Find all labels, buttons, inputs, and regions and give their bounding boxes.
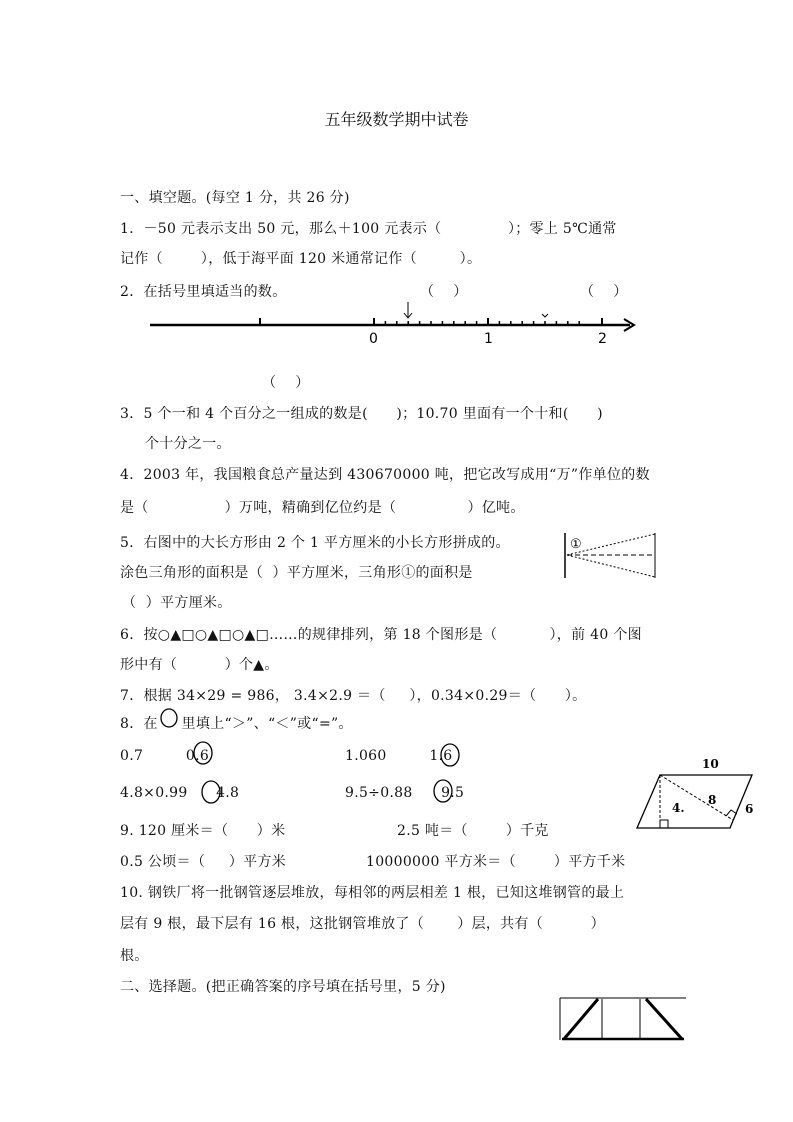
text-line: 7．根据 34×29 = 986， 3.4×2.9 ＝（ ），0.34×0.29＝（ ）。 — [120, 688, 587, 704]
fig5-rectangle — [565, 533, 655, 578]
trapezoid-figure — [560, 998, 686, 1040]
text-line: 是（ ）万吨，精确到亿位约是（ ）亿吨。 — [120, 500, 525, 516]
text-line: 形中有（ ）个▲。 — [120, 657, 279, 673]
tick-label-2: 2 — [598, 331, 607, 347]
tick-label-1: 1 — [484, 331, 493, 347]
text-line: 5．右图中的大长方形由 2 个 1 平方厘米的小长方形拼成的。 — [120, 535, 510, 551]
text-line: 3．5 个一和 4 个百分之一组成的数是( )；10.70 里面有一个十和( ) — [120, 406, 603, 422]
text-line: 10. 钢铁厂将一批钢管逐层堆放，每相邻的两层相差 1 根，已知这堆钢管的最上 — [120, 885, 625, 901]
text-line: 0.5 公顷＝（ ）平方米 — [120, 854, 287, 870]
text-line: 2．在括号里填适当的数。 — [120, 284, 287, 300]
text-line: 8．在 里填上“＞”、“＜”或“=”。 — [120, 716, 353, 732]
text-line: （ ） — [420, 284, 468, 300]
text-line: 一、填空题。(每空 1 分，共 26 分) — [120, 190, 350, 206]
text-line: 1.060 1.6 — [345, 748, 453, 764]
page-title: 五年级数学期中试卷 — [324, 110, 469, 129]
compare-circles — [161, 709, 459, 803]
label-8: 8 — [708, 793, 717, 807]
number-line — [150, 302, 634, 347]
text-line: （ ） — [580, 284, 628, 300]
text-line: （ ）平方厘米。 — [122, 595, 232, 611]
text-line: 10000000 平方米＝（ ）平方千米 — [366, 854, 626, 870]
text-line: 0.7 0.6 — [120, 748, 210, 764]
text-line: 4．2003 年，我国粮食总产量达到 430670000 吨，把它改写成用“万”作单位的数 — [120, 467, 650, 483]
text-line: 9.5÷0.88 9.5 — [345, 785, 465, 801]
label-10: 10 — [702, 757, 719, 771]
text-line: 二、选择题。(把正确答案的序号填在括号里，5 分) — [120, 979, 446, 995]
v-marker — [542, 314, 548, 317]
text-line: 1．－50 元表示支出 50 元，那么＋100 元表示（ ）；零上 5℃通常 — [120, 221, 617, 237]
triangle-1-label: ① — [570, 537, 582, 552]
label-6: 6 — [745, 802, 754, 816]
arrow-down-marker — [404, 302, 412, 318]
tick-label-0: 0 — [369, 331, 378, 347]
text-line: 根。 — [120, 948, 149, 964]
parallelogram-figure — [637, 757, 753, 828]
text-line: 涂色三角形的面积是（ ）平方厘米，三角形①的面积是 — [120, 565, 473, 581]
text-line: 9. 120 厘米＝（ ）米 — [120, 823, 286, 839]
text-line: 6．按○▲□○▲□○▲□……的规律排列，第 18 个图形是（ ），前 40 个图 — [120, 627, 642, 643]
label-4: 4. — [672, 801, 685, 815]
text-line: 层有 9 根，最下层有 16 根，这批钢管堆放了（ ）层，共有（ ） — [120, 916, 605, 932]
text-line: 2.5 吨＝（ ）千克 — [397, 823, 549, 839]
text-line: （ ） — [262, 375, 310, 391]
text-line: 4.8×0.99 4.8 — [120, 785, 240, 801]
text-line: 记作（ ），低于海平面 120 米通常记作（ ）。 — [120, 251, 482, 267]
text-line: 个十分之一。 — [145, 436, 231, 452]
